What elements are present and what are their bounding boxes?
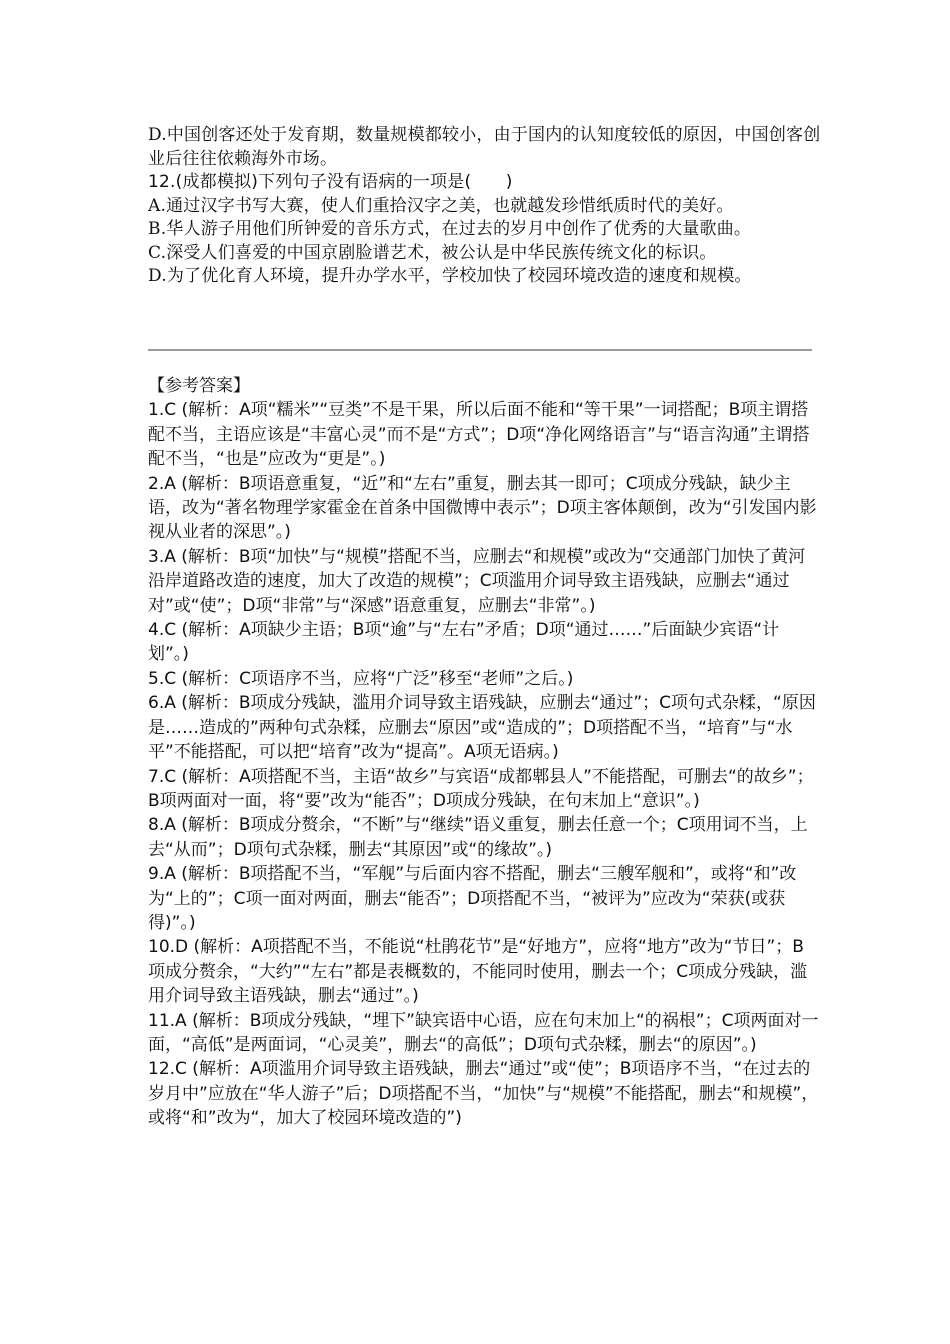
answer-item: 5.C (解析：C项语序不当，应将“广泛”移至“老师”之后。) xyxy=(148,668,574,689)
section-divider xyxy=(148,349,812,351)
answer-item: 8.A (解析：B项成分赘余，“不断”与“继续”语义重复，删去任意一个；C项用词不当，上去“从而”；D项句式杂糅，删去“其原因”或“的缘故”。) xyxy=(148,815,808,860)
q11-option-d: D.中国创客还处于发育期，数量规模都较小，由于国内的认知度较低的原因，中国创客创业后往往依赖海外市场。 xyxy=(148,125,821,169)
q12-option-b: B.华人游子用他们所钟爱的音乐方式，在过去的岁月中创作了优秀的大量歌曲。 xyxy=(148,219,752,239)
q12-option-c: C.深受人们喜爱的中国京剧脸谱艺术，被公认是中华民族传统文化的标识。 xyxy=(148,242,717,263)
answer-item: 9.A (解析：B项搭配不当，“军舰”与后面内容不搭配，删去“三艘军舰和”，或将“和”改为“上的”；C项一面对两面，删去“能否”；D项搭配不当，“被评为”应改为“荣获(或获得)”。) xyxy=(148,864,797,933)
q12-stem: 12.(成都模拟)下列句子没有语病的一项是( ) xyxy=(148,172,513,192)
answer-item: 10.D (解析：A项搭配不当，不能说“杜鹃花节”是“好地方”，应将“地方”改为“节日”；B项成分赘余，“大约”“左右”都是表概数的，不能同时使用，删去一个；C项成分残缺，滥用介词导致主语残缺，删去“通过”。) xyxy=(148,937,808,1007)
answer-item: 2.A (解析：B项语意重复，“近”和“左右”重复，删去其一即可；C项成分残缺，缺少主语，改为“著名物理学家霍金在首条中国微博中表示”；D项主客体颠倒，改为“引发国内影视从业者的深思”。) xyxy=(148,473,817,543)
answer-item: 4.C (解析：A项缺少主语；B项“逾”与“左右”矛盾；D项“通过……”后面缺少宾语“计划”。) xyxy=(148,620,780,665)
answer-title: 【参考答案】 xyxy=(148,376,250,396)
answer-item: 7.C (解析：A项搭配不当，主语“故乡”与宾语“成都郫县人”不能搭配，可删去“的故乡”；B项两面对一面，将“要”改为“能否”；D项成分残缺，在句末加上“意识”。) xyxy=(148,766,814,811)
q12-option-d: D.为了优化育人环境，提升办学水平，学校加快了校园环境改造的速度和规模。 xyxy=(148,266,752,286)
answer-item: 6.A (解析：B项成分残缺，滥用介词导致主语残缺，应删去“通过”；C项句式杂糅，“原因是……造成的”两种句式杂糅，应删去“原因”或“造成的”；D项搭配不当，“培育”与“水平”不能搭配，可以把“培育”改为“提高”。A项无语病。) xyxy=(148,693,816,763)
answer-item: 12.C (解析：A项滥用介词导致主语残缺，删去“通过”或“使”；B项语序不当，“在过去的岁月中”应放在“华人游子”后；D项搭配不当，“加快”与“规模”不能搭配，删去“和规模”，或将“和”改为“，加大了校园环境改造的”) xyxy=(148,1059,819,1129)
answer-section xyxy=(148,374,820,1131)
answer-item: 3.A (解析：B项“加快”与“规模”搭配不当，应删去“和规模”或改为“交通部门加快了黄河沿岸道路改造的速度，加大了改造的规模”；C项滥用介词导致主语残缺，应删去“通过对”或“使”；D项“非常”与“深感”语意重复，应删去“非常”。) xyxy=(148,546,806,616)
question-section xyxy=(148,124,828,289)
q12-option-a: A.通过汉字书写大赛，使人们重拾汉字之美，也就越发珍惜纸质时代的美好。 xyxy=(148,195,734,216)
answer-item: 1.C (解析：A项“糯米”“豆类”不是干果，所以后面不能和“等干果”一词搭配；B项主谓搭配不当，主语应该是“丰富心灵”而不是“方式”；D项“净化网络语言”与“语言沟通”主谓搭配不当，“也是”应改为“更是”。) xyxy=(148,400,810,470)
answer-item: 11.A (解析：B项成分残缺，“埋下”缺宾语中心语，应在句末加上“的祸根”；C项两面对一面，“高低”是两面词，“心灵美”，删去“的高低”；D项句式杂糅，删去“的原因”。) xyxy=(148,1010,819,1055)
